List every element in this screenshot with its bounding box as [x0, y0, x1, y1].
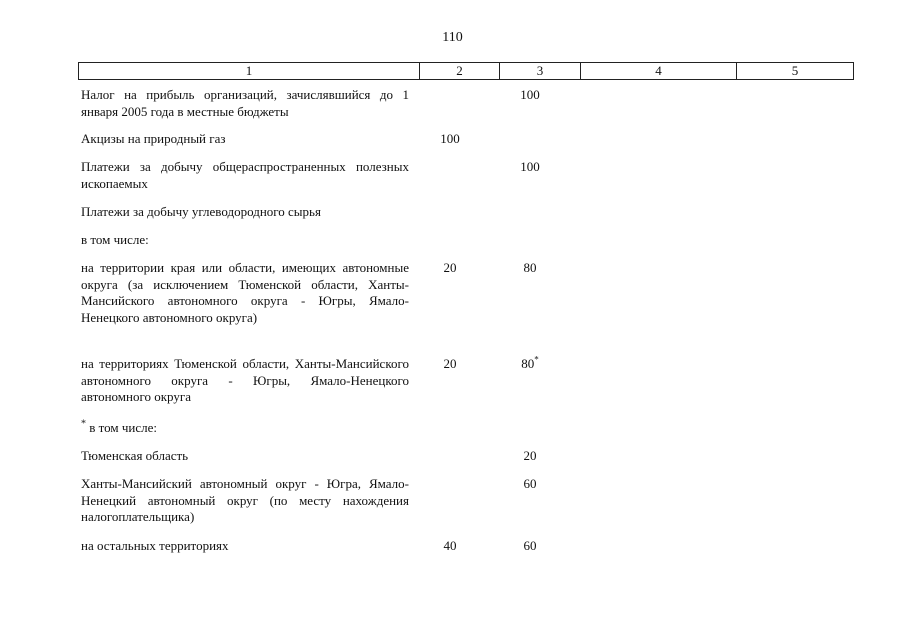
row-description: на остальных территориях [81, 538, 229, 553]
row-value-col3: 100 [520, 87, 540, 102]
row-value-col2: 40 [443, 538, 457, 553]
column-header-1: 1 [79, 63, 420, 80]
column-header-5: 5 [737, 63, 854, 80]
row-description: Ханты-Мансийский автономный округ - Югра, Ямало-Ненецкий автономный округ (по месту нахождения налогоплательщика) [81, 476, 409, 524]
row-value-col3 [498, 356, 562, 373]
row-description: в том числе: [81, 232, 149, 247]
row-value-col2: 20 [443, 260, 457, 275]
column-header-3: 3 [500, 63, 581, 80]
row-value-col3: 100 [520, 159, 540, 174]
row-description [81, 420, 409, 437]
column-header-2: 2 [420, 63, 500, 80]
row-value-col3-number: 80 [521, 356, 535, 371]
row-description: Платежи за добычу общераспространенных полезных ископаемых [81, 159, 409, 191]
row-description: Акцизы на природный газ [81, 131, 226, 146]
row-description: Тюменская область [81, 448, 189, 463]
row-value-col3: 80 [523, 260, 537, 275]
row-value-col2: 100 [440, 131, 460, 146]
row-description: на территории края или области, имеющих автономные округа (за исключением Тюменской области, Ханты-Мансийского автономного округа - Югры, Ямало-Ненецкого автономного округа) [81, 260, 409, 325]
row-value-col3: 60 [523, 476, 537, 491]
footnote-marker: * [81, 418, 86, 430]
footnote-marker: * [534, 354, 539, 365]
column-header-4: 4 [581, 63, 737, 80]
row-description: на территориях Тюменской области, Ханты-Мансийского автономного округа - Югры, Ямало-Ненецкого автономного округа [81, 356, 409, 404]
row-description: Налог на прибыль организаций, зачислявшийся до 1 января 2005 года в местные бюджеты [81, 87, 409, 119]
row-value-col3: 20 [523, 448, 537, 463]
row-description: Платежи за добычу углеводородного сырья [81, 204, 321, 219]
footnote-label: в том числе: [89, 420, 158, 435]
row-value-col3: 60 [523, 538, 537, 553]
page-number: 110 [442, 30, 463, 45]
row-value-col2: 20 [443, 356, 457, 371]
